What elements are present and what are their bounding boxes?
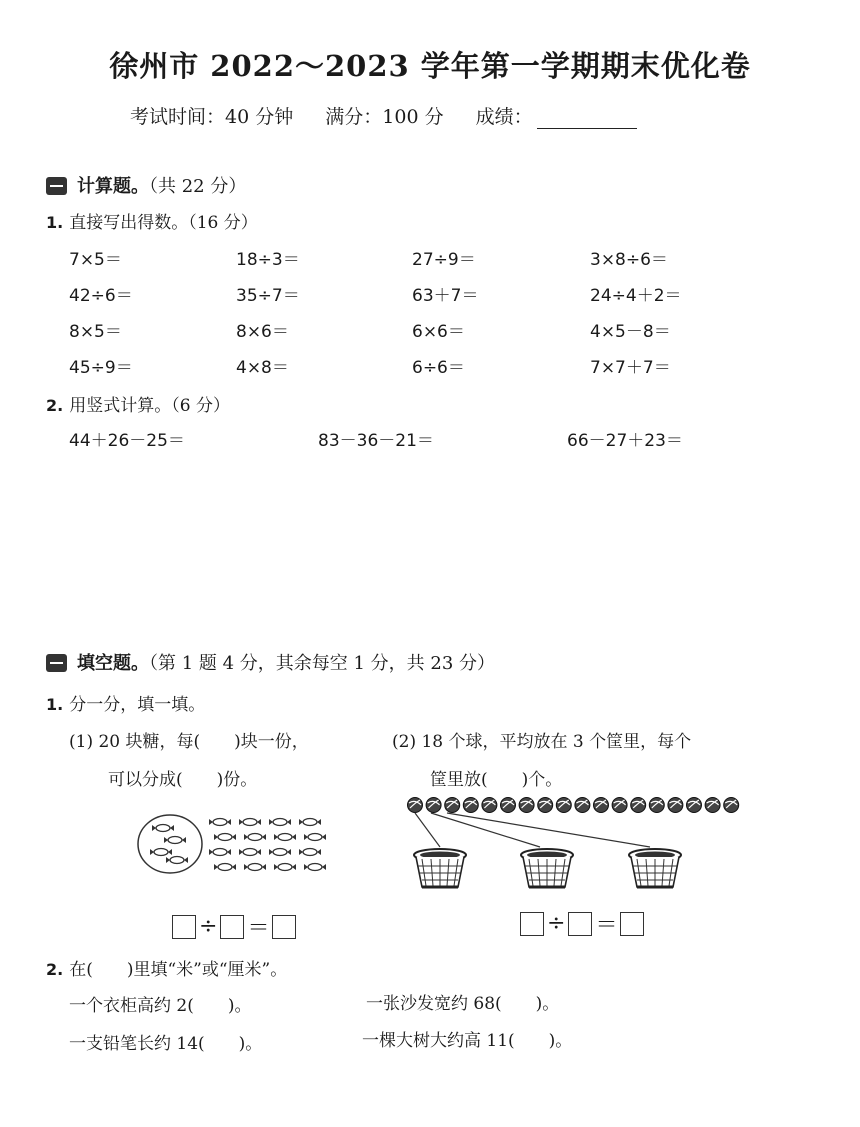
basket-icon: [629, 849, 681, 887]
ball-icon: [631, 798, 646, 813]
candy-group-circle: [138, 815, 202, 873]
s2-q1-p2-line1: (2) 18 个球，平均放在 3 个筐里，每个: [392, 732, 692, 752]
unit-fill-item: 一支铅笔长约 14( )。: [69, 1034, 263, 1054]
section1-heading: 计算题。（共 22 分）: [46, 172, 246, 198]
score-label: 成绩：: [475, 106, 533, 128]
candy-icon: [299, 819, 321, 826]
ball-link-line: [447, 813, 650, 847]
calc-item: 42÷6＝: [69, 286, 133, 306]
vertical-calc-item: 44＋26－25＝: [69, 431, 185, 451]
candy-icon: [150, 849, 172, 856]
baskets: [414, 849, 681, 887]
basket-icon: [521, 849, 573, 887]
calc-item: 4×5－8＝: [590, 322, 671, 342]
ball-division-equation: ÷ ＝: [520, 908, 644, 939]
ball-icon: [649, 798, 664, 813]
calc-item: 8×5＝: [69, 322, 122, 342]
exam-time: 考试时间：40 分钟: [130, 106, 294, 128]
calc-item: 45÷9＝: [69, 358, 133, 378]
answer-box[interactable]: [172, 915, 196, 939]
candy-icon: [209, 819, 231, 826]
calc-item: 4×8＝: [236, 358, 289, 378]
exam-info: [130, 102, 663, 129]
calc-item: 35÷7＝: [236, 286, 300, 306]
answer-box[interactable]: [568, 912, 592, 936]
candy-icon: [244, 834, 266, 841]
candy-icon: [274, 834, 296, 841]
calc-item: 24÷4＋2＝: [590, 286, 682, 306]
calc-item: 18÷3＝: [236, 250, 300, 270]
unit-fill-item: 一张沙发宽约 68( )。: [366, 994, 560, 1014]
basket-icon: [414, 849, 466, 887]
candy-icon: [304, 864, 326, 871]
candy-icon: [214, 834, 236, 841]
candy-icon: [304, 834, 326, 841]
candy-division-equation: ÷ ＝: [172, 911, 296, 942]
candy-icon: [269, 819, 291, 826]
page-title: 徐州市 2022～2023 学年第一学期期末优化卷: [109, 49, 751, 83]
s2-q1-prompt: 1. 分一分，填一填。: [46, 695, 206, 715]
s1-q2-prompt: 2. 用竖式计算。（6 分）: [46, 396, 230, 416]
unit-fill-item: 一个衣柜高约 2( )。: [69, 996, 252, 1016]
ball-icon: [575, 798, 590, 813]
candies: [150, 819, 326, 871]
ball-icon: [594, 798, 609, 813]
section-two-icon: [46, 654, 67, 672]
balls: [408, 798, 739, 813]
answer-box[interactable]: [620, 912, 644, 936]
candy-icon: [209, 849, 231, 856]
score-blank[interactable]: [537, 108, 637, 129]
ball-link-line: [415, 813, 440, 847]
s2-q2-prompt: 2. 在( )里填“米”或“厘米”。: [46, 960, 288, 980]
calc-item: 27÷9＝: [412, 250, 476, 270]
unit-fill-item: 一棵大树大约高 11( )。: [362, 1031, 573, 1051]
s2-q1-p2-line2: 筐里放( )个。: [430, 770, 563, 790]
calc-item: 6÷6＝: [412, 358, 465, 378]
calc-item: 63＋7＝: [412, 286, 479, 306]
section2-heading: 填空题。（第 1 题 4 分，其余每空 1 分，共 23 分）: [46, 649, 495, 675]
answer-box[interactable]: [220, 915, 244, 939]
candy-icon: [214, 864, 236, 871]
s1-q1-prompt: 1. 直接写出得数。（16 分）: [46, 213, 258, 233]
ball-icon: [426, 798, 441, 813]
ball-icon: [501, 798, 516, 813]
ball-icon: [724, 798, 739, 813]
ball-icon: [482, 798, 497, 813]
candy-icon: [166, 857, 188, 864]
calc-item: 6×6＝: [412, 322, 465, 342]
calc-item: 7×7＋7＝: [590, 358, 671, 378]
answer-box[interactable]: [520, 912, 544, 936]
candy-icon: [239, 849, 261, 856]
ball-icon: [538, 798, 553, 813]
vertical-calc-item: 83－36－21＝: [318, 431, 434, 451]
candy-icon: [164, 837, 186, 844]
vertical-calc-item: 66－27＋23＝: [567, 431, 683, 451]
ball-icon: [668, 798, 683, 813]
ball-icon: [408, 798, 423, 813]
full-score: 满分：100 分: [325, 106, 444, 128]
answer-box[interactable]: [272, 915, 296, 939]
candy-icon: [299, 849, 321, 856]
s2-q1-p1-line1: (1) 20 块糖，每( )块一份，: [69, 732, 309, 752]
ball-basket-illustration: [405, 795, 755, 895]
ball-icon: [519, 798, 534, 813]
ball-link-line: [431, 813, 540, 847]
candy-icon: [274, 864, 296, 871]
candy-icon: [152, 825, 174, 832]
ball-icon: [556, 798, 571, 813]
candy-icon: [269, 849, 291, 856]
calc-item: 8×6＝: [236, 322, 289, 342]
ball-icon: [705, 798, 720, 813]
calc-item: 7×5＝: [69, 250, 122, 270]
ball-icon: [445, 798, 460, 813]
candy-illustration: [135, 808, 340, 880]
calc-item: 3×8÷6＝: [590, 250, 668, 270]
ball-icon: [463, 798, 478, 813]
ball-icon: [612, 798, 627, 813]
section-one-icon: [46, 177, 67, 195]
candy-icon: [239, 819, 261, 826]
ball-icon: [687, 798, 702, 813]
s2-q1-p1-line2: 可以分成( )份。: [108, 770, 258, 790]
candy-icon: [244, 864, 266, 871]
